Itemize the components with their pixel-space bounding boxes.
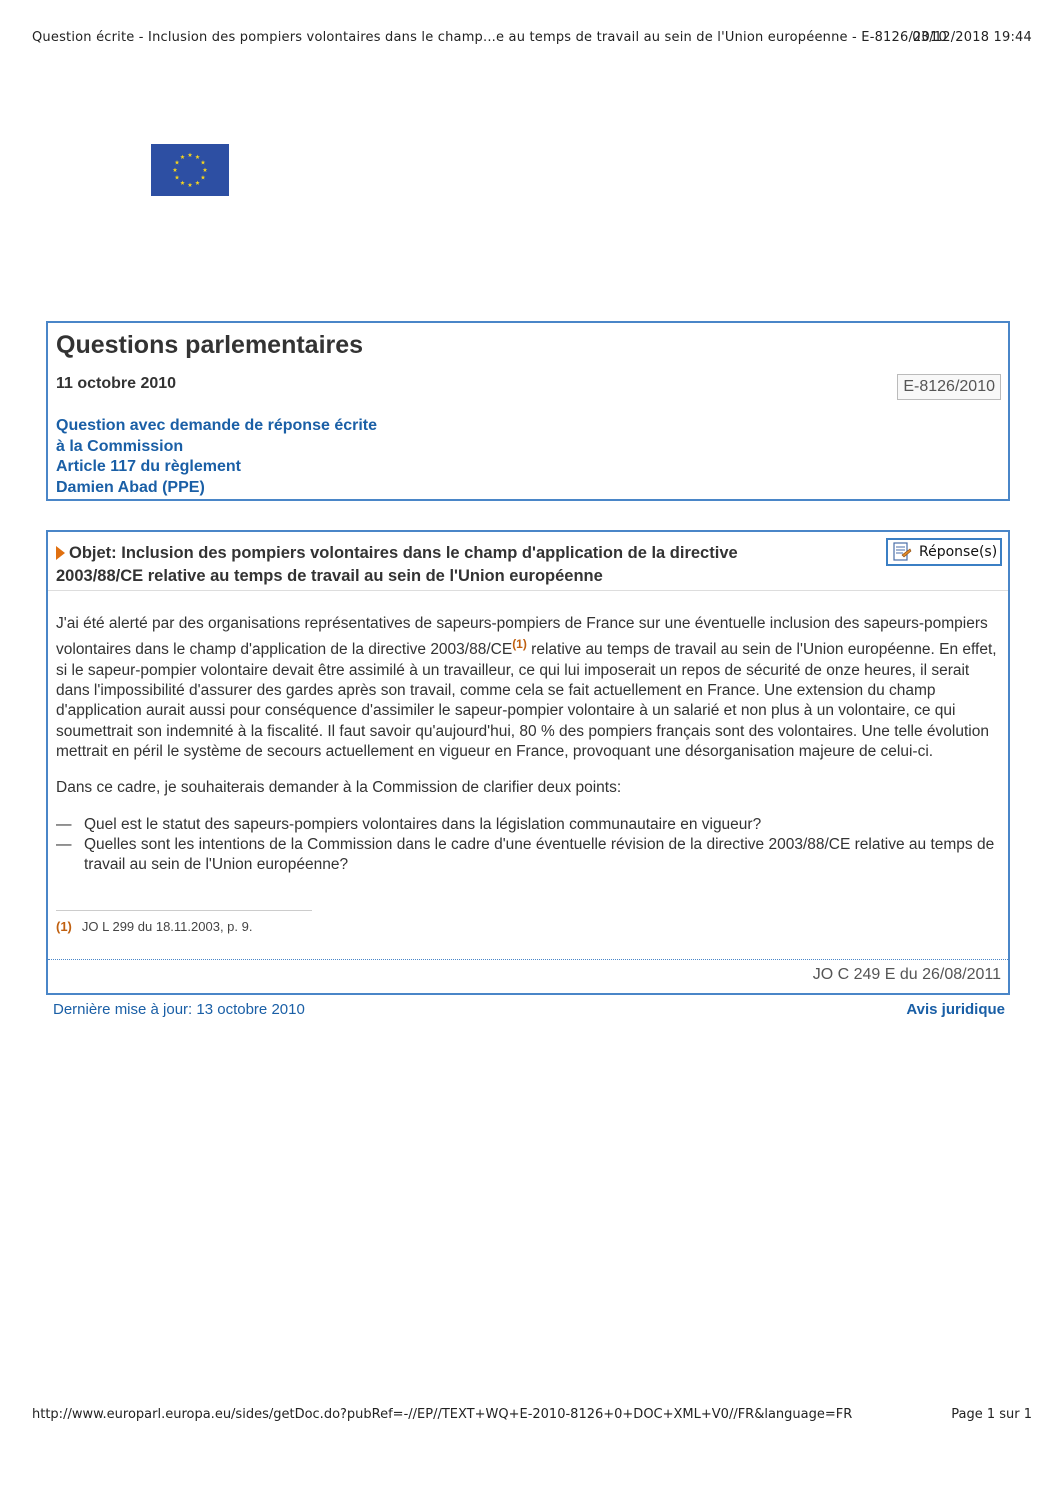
divider	[48, 590, 1008, 591]
question-subject	[56, 542, 846, 588]
subject-line-2: 2003/88/CE relative au temps de travail au sein de l'Union européenne	[56, 567, 603, 585]
question-box	[46, 530, 1010, 995]
paragraph-1	[56, 614, 1001, 762]
page-url: http://www.europarl.europa.eu/sides/getDoc.do?pubRef=-//EP//TEXT+WQ+E-2010-8126+0+DOC+XML+V0//FR&language=FR	[32, 1407, 853, 1422]
arrow-right-icon	[56, 546, 65, 560]
paragraph-1-text: J'ai été alerté par des organisations représentatives de sapeurs-pompiers de France sur une éventuelle inclusion des sapeurs-pompiers volontaires dans le champ d'application de la directive 2003/88/CE	[56, 615, 988, 659]
paragraph-1-text-cont: relative au temps de travail au sein de l'Union européenne. En effet, si le sapeur-pompier volontaire devait être assimilé à un travailleur, ce qui lui imposerait un repos de sécurité de onze heures, il serait dans l'impossibilité d'assurer des gardes après son travail, comme cela se fait actuellement en France. Une extension du champ d'application aurait aussi pour conséquence d'assimiler le sapeur-pompier volontaire à un salarié et non plus à un volontaire, ce qui soumettrait son indemnité à la fiscalité. Il faut savoir qu'aujourd'hui, 80 % des pompiers français sont des volontaires. Une telle évolution mettrait en péril le système de secours actuellement en vigueur en France, provoquant une désorganisation majeure de celui-ci.	[56, 641, 997, 760]
header-box	[46, 321, 1010, 501]
meta-author: Damien Abad (PPE)	[56, 478, 205, 496]
meta-recipient: à la Commission	[56, 437, 184, 455]
print-header-title: Question écrite - Inclusion des pompiers volontaires dans le champ...e au temps de travail au sein de l'Union européenne - E-8126/2010	[32, 30, 947, 45]
dash-marker: —	[56, 815, 72, 833]
question-meta	[56, 416, 377, 498]
question-points	[56, 815, 1001, 876]
footnote-ref-link[interactable]: (1)	[512, 637, 527, 652]
footnote-text: JO L 299 du 18.11.2003, p. 9.	[81, 919, 253, 934]
list-item	[56, 815, 1001, 835]
eu-flag-icon	[151, 144, 229, 196]
reply-button-label: Réponse(s)	[919, 544, 998, 560]
list-item	[56, 835, 1001, 876]
print-header-datetime: 03/12/2018 19:44	[912, 30, 1032, 45]
document-icon	[891, 541, 913, 563]
page-title: Questions parlementaires	[56, 331, 364, 359]
question-date: 11 octobre 2010	[56, 375, 177, 392]
footnote-divider	[56, 910, 312, 911]
reply-button[interactable]	[886, 538, 1002, 566]
page-number: Page 1 sur 1	[951, 1407, 1032, 1422]
last-updated: Dernière mise à jour: 13 octobre 2010	[53, 1001, 305, 1018]
footnote	[56, 919, 252, 934]
footnote-number[interactable]: (1)	[56, 919, 72, 934]
legal-notice-link[interactable]: Avis juridique	[906, 1001, 1005, 1018]
list-item-text: Quelles sont les intentions de la Commission dans le cadre d'une éventuelle révision de la directive 2003/88/CE relative au temps de travail au sein de l'Union européenne?	[84, 835, 995, 874]
dash-marker: —	[56, 835, 72, 853]
reference-badge: E-8126/2010	[897, 374, 1001, 400]
subject-line-1: Objet: Inclusion des pompiers volontaires dans le champ d'application de la directive	[69, 544, 738, 562]
question-body	[56, 614, 1001, 875]
publication-reference: JO C 249 E du 26/08/2011	[812, 966, 1001, 983]
list-item-text: Quel est le statut des sapeurs-pompiers volontaires dans la législation communautaire en vigueur?	[84, 815, 762, 833]
dotted-divider	[48, 959, 1008, 960]
paragraph-2: Dans ce cadre, je souhaiterais demander à la Commission de clarifier deux points:	[56, 779, 622, 797]
meta-article: Article 117 du règlement	[56, 458, 241, 475]
meta-type: Question avec demande de réponse écrite	[56, 417, 378, 434]
